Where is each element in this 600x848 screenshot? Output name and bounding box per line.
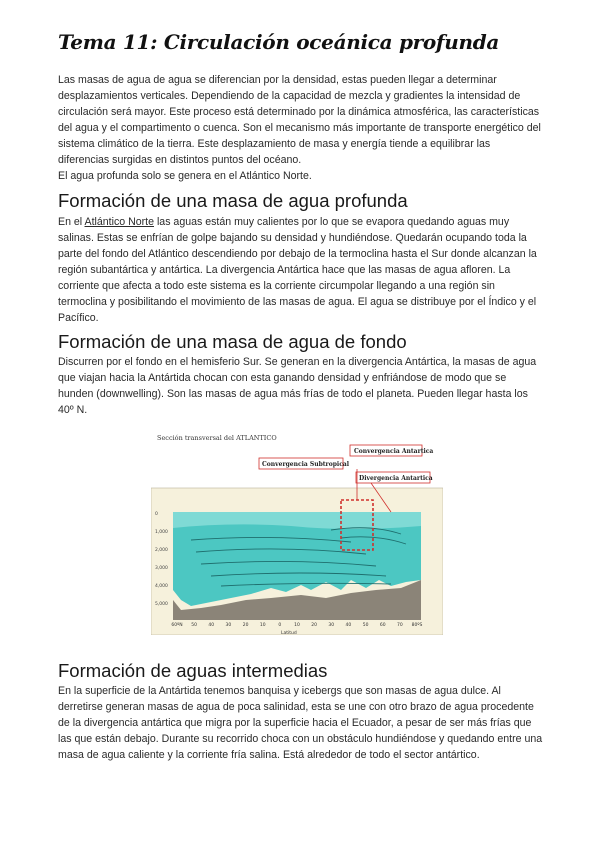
depth-tick: 0: [155, 512, 158, 517]
label-convergencia-antartica: Convergencia Antartica: [354, 448, 434, 455]
intro-line2: El agua profunda solo se genera en el Atlántico Norte.: [58, 170, 312, 182]
latitude-axis: [171, 622, 422, 628]
depth-tick: 4,000: [155, 584, 168, 589]
figure-caption: Sección transversal del ATLANTICO: [157, 434, 277, 442]
latitude-tick: 10: [259, 623, 266, 628]
latitude-tick: 0: [278, 623, 282, 628]
latitude-tick: 40: [208, 623, 215, 628]
section2-heading: Formación de una masa de agua de fondo: [58, 331, 407, 352]
section3-paragraph: En la superficie de la Antártida tenemos banquisa y icebergs que son masas de agua dulce. Al derretirse generan masas de agua de poca salinidad, esta se une con otro brazo de agua procedente de la divergencia antártica que migra por la superficie hacia el Ecuador, a pesar de ser más frías que las que están debajo. Durante su recorrido choca con un obstáculo hundiéndose y quedando entre una masa de agua caliente y la corriente fría salina. Está alrededor de todo el sector antártico.: [58, 685, 543, 761]
latitude-tick: 70: [396, 623, 403, 628]
section1-text: las aguas están muy calientes por lo que se evapora quedando aguas muy salinas. Estas se enfrían de golpe bajando su densidad y hundiéndose. Quedarán ocupando toda la parte del fondo del Atlántico descendiendo por debajo de la termoclina hasta el Sur donde alcanzan la región subantártica y antártica. La divergencia Antártica hace que las masas de agua afloren. La corriente que afecta a todo este sistema es la corriente circumpolar llegando a una región sin termoclina y posibilitando el movimiento de las masas de agua. El agua se distribuye por el Índico y el Pacífico.: [58, 216, 537, 324]
latitude-tick: 40: [345, 623, 352, 628]
latitude-tick: 80ºS: [411, 623, 423, 628]
latitude-tick: 20: [311, 623, 318, 628]
atlantic-cross-section-figure: [151, 430, 443, 635]
label-convergencia-subtropical: Convergencia Subtropical: [262, 461, 350, 468]
atlantic-cross-section-diagram: [151, 430, 443, 635]
latitude-tick: 10: [294, 623, 300, 628]
latitude-tick: 30: [328, 623, 335, 628]
latitude-tick: 20: [242, 623, 249, 628]
section3-heading: Formación de aguas intermedias: [58, 660, 328, 681]
depth-tick: 3,000: [155, 566, 168, 571]
latitude-tick: 50: [191, 623, 198, 628]
latitude-tick: 30: [225, 623, 232, 628]
latitude-tick: 50: [362, 623, 369, 628]
latitude-tick: 60: [379, 623, 386, 628]
label-divergencia-antartica: Divergencia Antartica: [359, 475, 433, 482]
section2-paragraph: Discurren por el fondo en el hemisferio Sur. Se generan en la divergencia Antártica, la masas de agua que viajan hacia la Antártida chocan con esta ganando densidad y enfriándose de modo que se hunden (downwelling). Son las masas de agua más frías de todo el planeta. Pueden llegar hasta los 40º N.: [58, 356, 537, 416]
section1-heading: Formación de una masa de agua profunda: [58, 190, 408, 211]
page-title: Tema 11: Circulación oceánica profunda: [58, 30, 500, 54]
depth-tick: 5,000: [155, 602, 168, 607]
atlantico-norte-link[interactable]: Atlántico Norte: [84, 216, 154, 228]
latitude-tick: 60ºN: [171, 623, 183, 628]
section1-paragraph: [58, 214, 544, 326]
depth-tick: 1,000: [155, 530, 168, 535]
depth-tick: 2,000: [155, 548, 168, 553]
intro-text: Las masas de agua de agua se diferencian por la densidad, estas pueden llegar a determinar desplazamientos verticales. Dependiendo de la capacidad de mezcla y gradientes la intensidad de circulación será mayor. Este proceso está determinado por la dinámica atmosférica, las características del agua y el compartimento o cuenca. Son el mecanismo más importante de transporte energético del sistema climático de la tierra. Este desplazamiento de masa y energía tiende a equilibrar las diferencias surgidas en distintos puntos del océano.: [58, 74, 541, 166]
latitude-axis-label: Latitud: [281, 631, 297, 635]
section1-prefix: En el: [58, 216, 85, 228]
intro-paragraph: [58, 72, 544, 184]
